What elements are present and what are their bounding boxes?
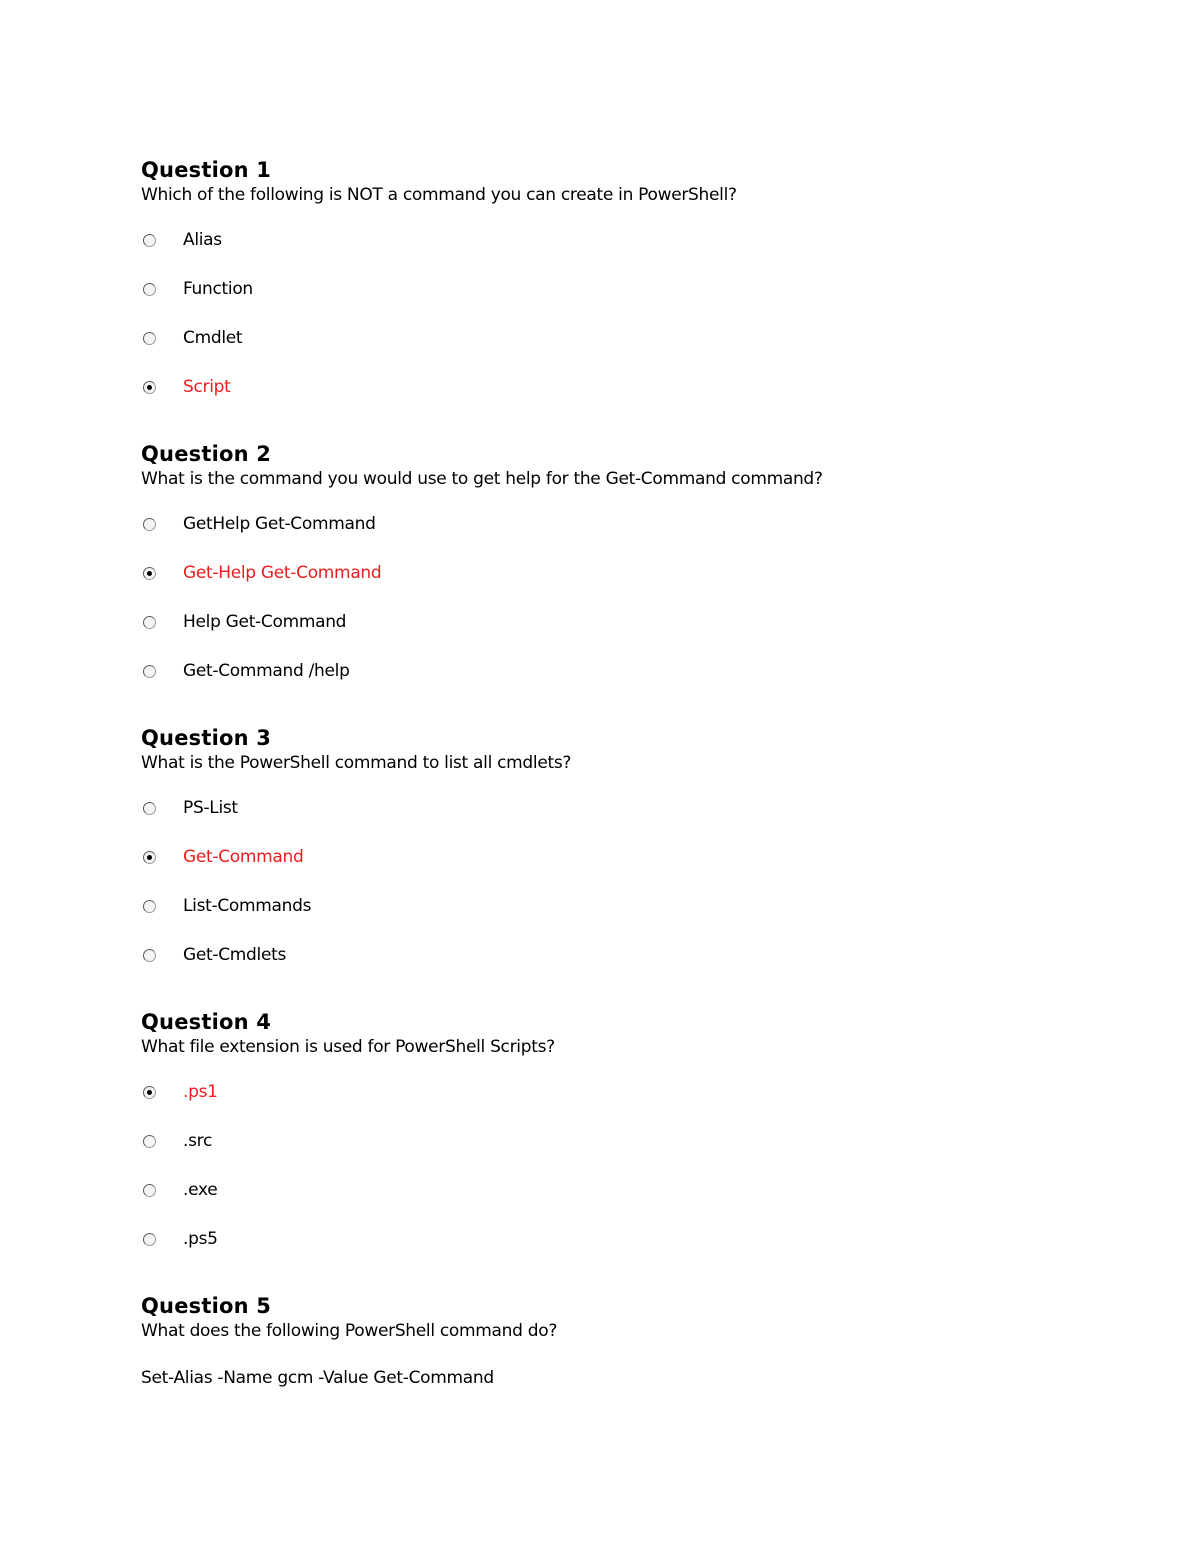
question-text: What does the following PowerShell command do? (141, 1321, 558, 1341)
radio-button[interactable] (143, 1184, 156, 1197)
answer-label: Get-Cmdlets (183, 945, 287, 965)
question-title: Question 5 (141, 1294, 272, 1318)
answer-label: Cmdlet (183, 328, 243, 348)
answer-option[interactable] (141, 277, 737, 326)
question-text: What is the command you would use to get help for the Get-Command command? (141, 469, 823, 489)
question-4 (141, 1008, 555, 1276)
radio-button[interactable] (143, 518, 156, 531)
question-title: Question 3 (141, 726, 272, 750)
answer-label: List-Commands (183, 896, 312, 916)
answer-option[interactable] (141, 375, 737, 424)
radio-button[interactable] (143, 851, 156, 864)
radio-button[interactable] (143, 283, 156, 296)
answer-option[interactable] (141, 796, 571, 845)
answer-options (141, 512, 823, 708)
answer-option[interactable] (141, 610, 823, 659)
answer-label: Function (183, 279, 253, 299)
answer-label: Script (183, 377, 231, 397)
question-text: What is the PowerShell command to list all cmdlets? (141, 753, 572, 773)
radio-button[interactable] (143, 234, 156, 247)
radio-button[interactable] (143, 949, 156, 962)
question-title: Question 1 (141, 158, 272, 182)
answer-option[interactable] (141, 894, 571, 943)
radio-button[interactable] (143, 616, 156, 629)
radio-button[interactable] (143, 802, 156, 815)
question-5 (141, 1292, 557, 1406)
radio-button[interactable] (143, 665, 156, 678)
answer-label: Get-Command /help (183, 661, 350, 681)
answer-option[interactable] (141, 1129, 555, 1178)
answer-option[interactable] (141, 1227, 555, 1276)
radio-button[interactable] (143, 1135, 156, 1148)
answer-label: Help Get-Command (183, 612, 347, 632)
answer-option[interactable] (141, 659, 823, 708)
answer-option[interactable] (141, 845, 571, 894)
answer-label: Get-Command (183, 847, 304, 867)
answer-label: .ps1 (183, 1082, 218, 1102)
question-text: Which of the following is NOT a command you can create in PowerShell? (141, 185, 737, 205)
answer-label: PS-List (183, 798, 238, 818)
answer-label: .src (183, 1131, 213, 1151)
answer-label: .ps5 (183, 1229, 218, 1249)
radio-button[interactable] (143, 381, 156, 394)
radio-button[interactable] (143, 567, 156, 580)
answer-label: .exe (183, 1180, 218, 1200)
question-title: Question 2 (141, 442, 272, 466)
radio-button[interactable] (143, 332, 156, 345)
question-text: What file extension is used for PowerShell Scripts? (141, 1037, 555, 1057)
answer-options (141, 796, 571, 992)
answer-option[interactable] (141, 512, 823, 561)
answer-label: Alias (183, 230, 222, 250)
answer-option[interactable] (141, 326, 737, 375)
radio-button[interactable] (143, 1233, 156, 1246)
question-1 (141, 156, 737, 424)
question-2 (141, 440, 823, 708)
radio-button[interactable] (143, 900, 156, 913)
answer-option[interactable] (141, 1178, 555, 1227)
question-3 (141, 724, 571, 992)
question-title: Question 4 (141, 1010, 272, 1034)
answer-label: GetHelp Get-Command (183, 514, 376, 534)
answer-options (141, 1080, 555, 1276)
command-example: Set-Alias -Name gcm -Value Get-Command (141, 1368, 494, 1388)
answer-option[interactable] (141, 943, 571, 992)
radio-button[interactable] (143, 1086, 156, 1099)
answer-option[interactable] (141, 1080, 555, 1129)
answer-options (141, 228, 737, 424)
answer-option[interactable] (141, 561, 823, 610)
answer-option[interactable] (141, 228, 737, 277)
answer-label: Get-Help Get-Command (183, 563, 382, 583)
